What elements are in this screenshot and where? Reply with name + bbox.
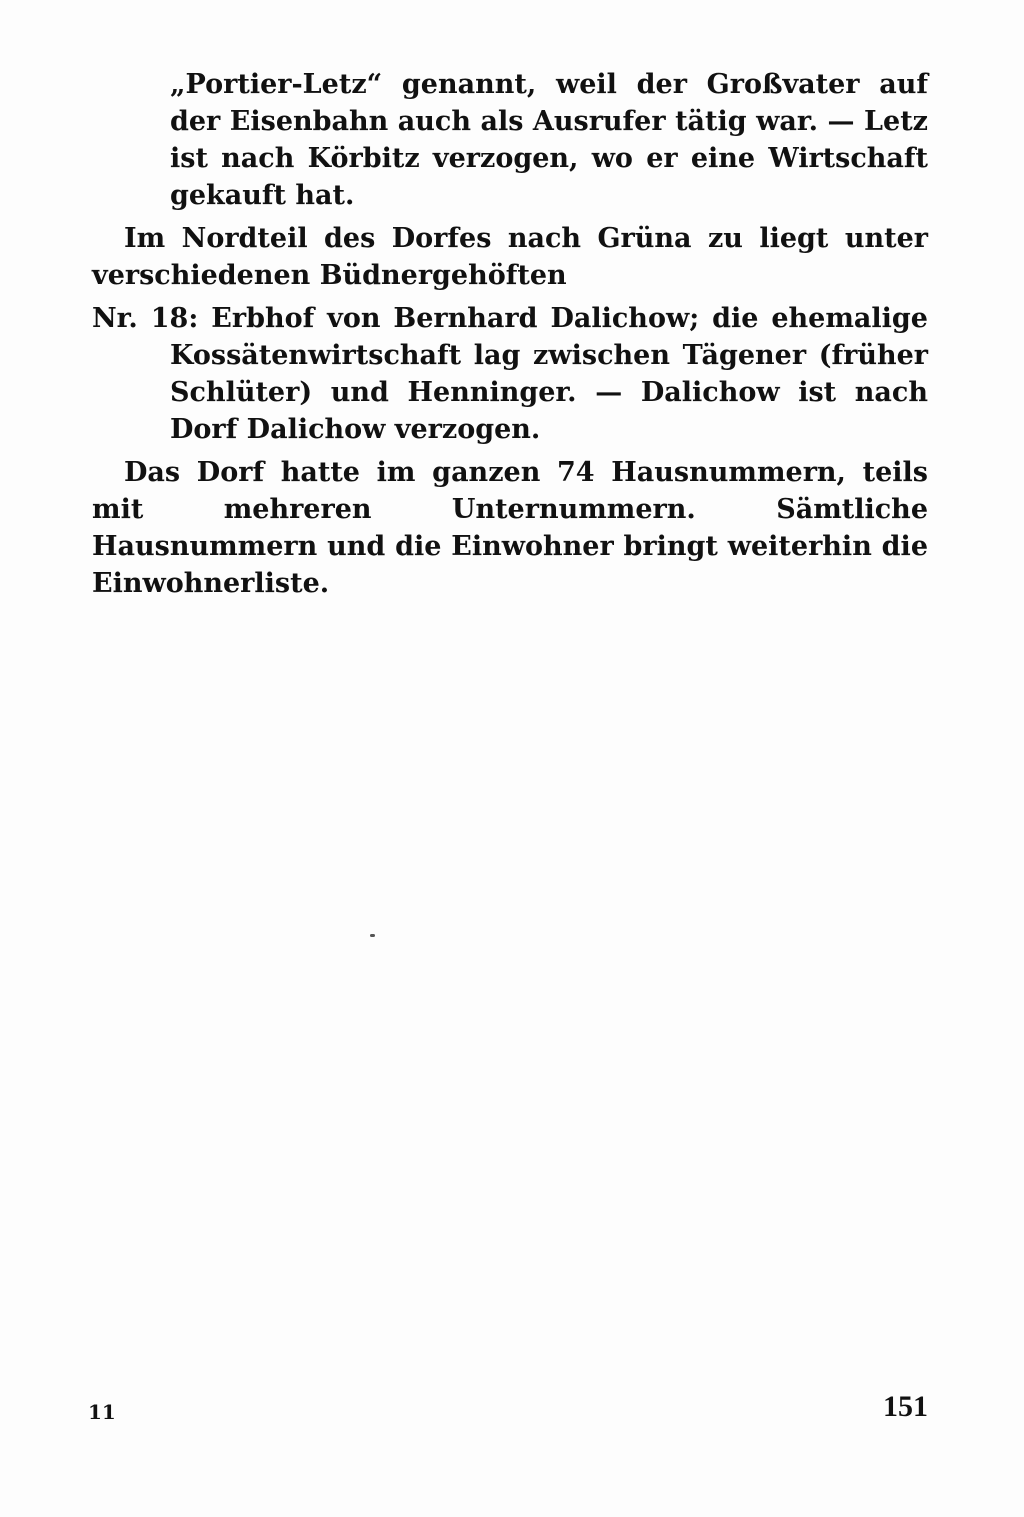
body-text [92,66,928,608]
paragraph-portier-letz: „Portier‑Letz“ genannt, weil der Großvater auf der Eisenbahn auch als Ausrufer tätig war. — Letz ist nach Körbitz verzogen, wo er eine Wirtschaft gekauft hat. [170,69,928,211]
page-number: 151 [883,1390,928,1423]
paragraph-hausnummern: Das Dorf hatte im ganzen 74 Hausnummern, teils mit mehreren Unternummern. Sämtliche Hausnummern und die Einwohner bringt weiterhin die Einwohnerliste. [92,457,928,599]
paragraph-nr-18: Nr. 18: Erbhof von Bernhard Dalichow; die ehemalige Kossätenwirtschaft lag zwischen Tägener (früher Schlüter) und Henninger. — Dalichow ist nach Dorf Dalichow verzogen. [92,303,928,445]
paragraph-nordteil: Im Nordteil des Dorfes nach Grüna zu liegt unter verschiedenen Büdnergehöften [92,223,928,291]
print-speck [370,934,375,937]
signature-mark: 11 [88,1400,116,1424]
